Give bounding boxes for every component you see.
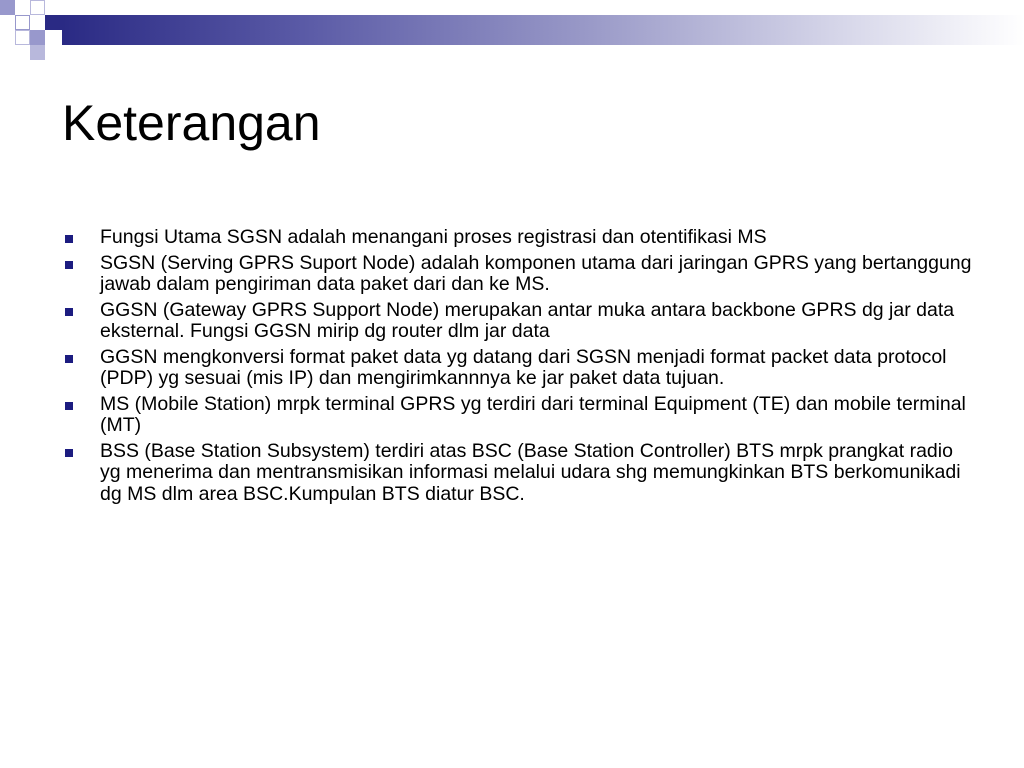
decorative-square	[0, 30, 15, 45]
bullet-text: MS (Mobile Station) mrpk terminal GPRS yg terdiri dari terminal Equipment (TE) dan mobile terminal (MT)	[100, 392, 966, 436]
decorative-square	[15, 30, 30, 45]
bullet-text: GGSN mengkonversi format paket data yg datang dari SGSN menjadi format packet data protocol (PDP) yg sesuai (mis IP) dan mengirimkannnya ke jar paket data tujuan.	[100, 345, 947, 389]
square-bullet-icon	[65, 235, 73, 243]
square-bullet-icon	[65, 402, 73, 410]
bullet-text: SGSN (Serving GPRS Suport Node) adalah komponen utama dari jaringan GPRS yang bertanggung jawab dalam pengiriman data paket dari dan ke MS.	[100, 251, 972, 295]
square-bullet-icon	[65, 449, 73, 457]
bullet-list	[62, 227, 972, 509]
decorative-square	[30, 45, 45, 60]
square-bullet-icon	[65, 261, 73, 269]
square-bullet-icon	[65, 355, 73, 363]
bullet-item	[62, 227, 972, 249]
bullet-text: Fungsi Utama SGSN adalah menangani proses registrasi dan otentifikasi MS	[100, 226, 767, 248]
bullet-item	[62, 441, 972, 506]
decorative-square	[45, 15, 62, 30]
bullet-item	[62, 394, 972, 437]
bullet-text: BSS (Base Station Subsystem) terdiri atas BSC (Base Station Controller) BTS mrpk prangkat radio yg menerima dan mentransmisikan informasi melalui udara shg memungkinkan BTS berkomunikadi dg MS dlm area BSC.Kumpulan BTS diatur BSC.	[100, 439, 961, 505]
decorative-square	[30, 0, 45, 15]
bullet-item	[62, 253, 972, 296]
decorative-square	[15, 15, 30, 30]
bullet-item	[62, 347, 972, 390]
slide-title: Keterangan	[62, 95, 321, 151]
decorative-square	[30, 30, 45, 45]
bullet-item	[62, 300, 972, 343]
decorative-square	[0, 0, 15, 15]
square-bullet-icon	[65, 308, 73, 316]
bullet-text: GGSN (Gateway GPRS Support Node) merupakan antar muka antara backbone GPRS dg jar data eksternal. Fungsi GGSN mirip dg router dlm jar data	[100, 298, 955, 342]
header-gradient-bar	[62, 15, 1024, 45]
decorative-square	[45, 30, 62, 45]
